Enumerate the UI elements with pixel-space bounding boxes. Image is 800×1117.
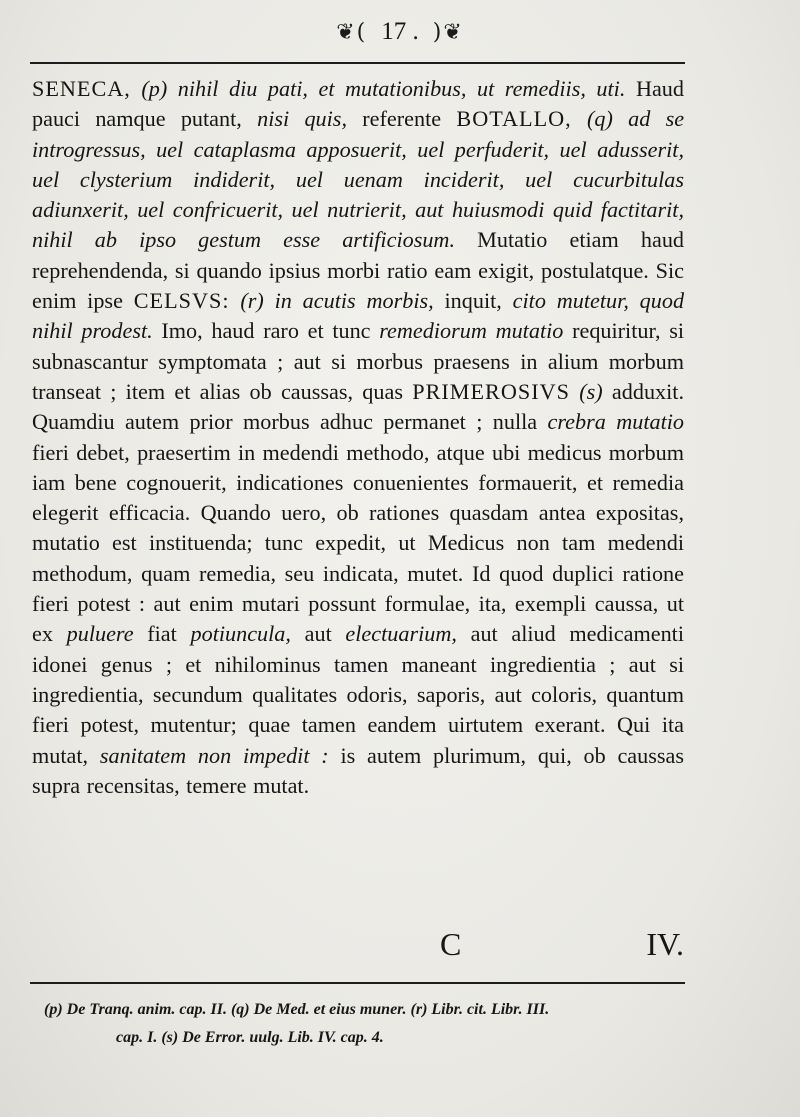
catchword-line bbox=[32, 926, 684, 962]
text-run: Haud pauci namque putant, bbox=[32, 76, 684, 132]
text-run: inquit, bbox=[444, 288, 502, 314]
text-run: referente bbox=[362, 106, 442, 132]
italic-phrase: cito mutetur, quod nihil prodest. bbox=[32, 288, 685, 344]
italic-phrase: electuarium, bbox=[345, 621, 457, 647]
italic-phrase: potiuncula, bbox=[190, 621, 291, 647]
page-header bbox=[0, 18, 800, 46]
footnote-ref: (s) bbox=[579, 378, 603, 404]
text-run: aut aliud medicamenti idonei genus ; et nihilominus tamen maneant ingredientia ; aut si ingredientia, secundum qualitates odoris, saporis, aut coloris, quantum fieri potest, mutentur; quae tamen eandem uirtutem exerant. Qui ita mutat, bbox=[32, 621, 685, 768]
italic-phrase: ad se introgressus, uel cataplasma apposuerit, uel perfuderit, uel adusserit, uel clysterium indiderit, uel uenam inciderit, uel cucurbitulas adiunxerit, uel confricuerit, uel nutrierit, aut huiusmodi quid factitarit, nihil ab ipso gestum esse artificiosum. bbox=[32, 106, 685, 253]
text-run: fieri debet, praesertim in medendi methodo, atque ubi medicus morbum iam bene cognouerit, indicationes conuenientes formauerit, et remedia elegerit efficacia. Quando uero, ob rationes quasdam antea expositas, mutatio est instituenda; tunc expedit, ut Medicus non tam medendi methodum, quam remedia, seu indicata, mutet. Id quod duplici ratione fieri potest : aut enim mutari possunt formulae, ita, exempli caussa, ut ex bbox=[32, 439, 684, 647]
catchword-numeral: IV. bbox=[646, 926, 684, 962]
ornament-right-icon: )❦ bbox=[432, 19, 464, 45]
footnote-ref: (r) bbox=[240, 288, 264, 314]
italic-phrase: remediorum mutatio bbox=[379, 318, 564, 344]
footnote-ref: (p) bbox=[141, 76, 168, 101]
footnote-line: (p) De Tranq. anim. cap. II. (q) De Med. et eius muner. (r) Libr. cit. Libr. III. bbox=[44, 1001, 550, 1018]
text-run: aut bbox=[304, 621, 332, 647]
body-paragraph bbox=[32, 74, 684, 801]
ornament-left-icon: ❦( bbox=[336, 19, 368, 45]
italic-phrase: crebra mutatio bbox=[547, 409, 684, 435]
text-run: requiritur, si subnascantur symptomata ; aut si morbus praesens in alium morbum transeat ; item et alias ob caussas, quas bbox=[32, 318, 685, 404]
top-rule bbox=[30, 62, 685, 64]
italic-phrase: in acutis morbis, bbox=[274, 288, 434, 314]
text-run: is autem plurimum, qui, ob caussas supra recensitas, temere mutat. bbox=[32, 742, 685, 798]
text-run: adduxit. Quamdiu autem prior morbus adhuc permanet ; nulla bbox=[32, 378, 685, 435]
footnote-line: cap. I. (s) De Error. uulg. Lib. IV. cap. 4. bbox=[116, 1029, 384, 1046]
italic-phrase: nihil diu pati, et mutationibus, ut remediis, uti. bbox=[177, 76, 626, 101]
catchword-letter: C bbox=[440, 926, 462, 962]
author-name: BOTALLO, bbox=[456, 106, 572, 132]
page-number: 17 . bbox=[381, 18, 419, 45]
author-name: PRIMEROSIVS bbox=[412, 378, 570, 404]
text-run: Mutatio etiam haud reprehendenda, si quando ipsius morbi ratio eam exigit, postulatque. Sic enim ipse bbox=[32, 227, 685, 314]
text-run: Imo, haud raro et tunc bbox=[161, 318, 371, 344]
text-run: fiat bbox=[147, 621, 177, 647]
author-name: SENECA, bbox=[32, 76, 131, 101]
italic-phrase: puluere bbox=[66, 621, 134, 647]
footnote-ref: (q) bbox=[586, 106, 613, 132]
italic-phrase: sanitatem non impedit : bbox=[99, 742, 329, 768]
footnotes bbox=[44, 996, 684, 1052]
italic-phrase: nisi quis, bbox=[257, 106, 347, 132]
author-name: CELSVS: bbox=[133, 288, 230, 314]
footnote-rule bbox=[30, 982, 685, 984]
